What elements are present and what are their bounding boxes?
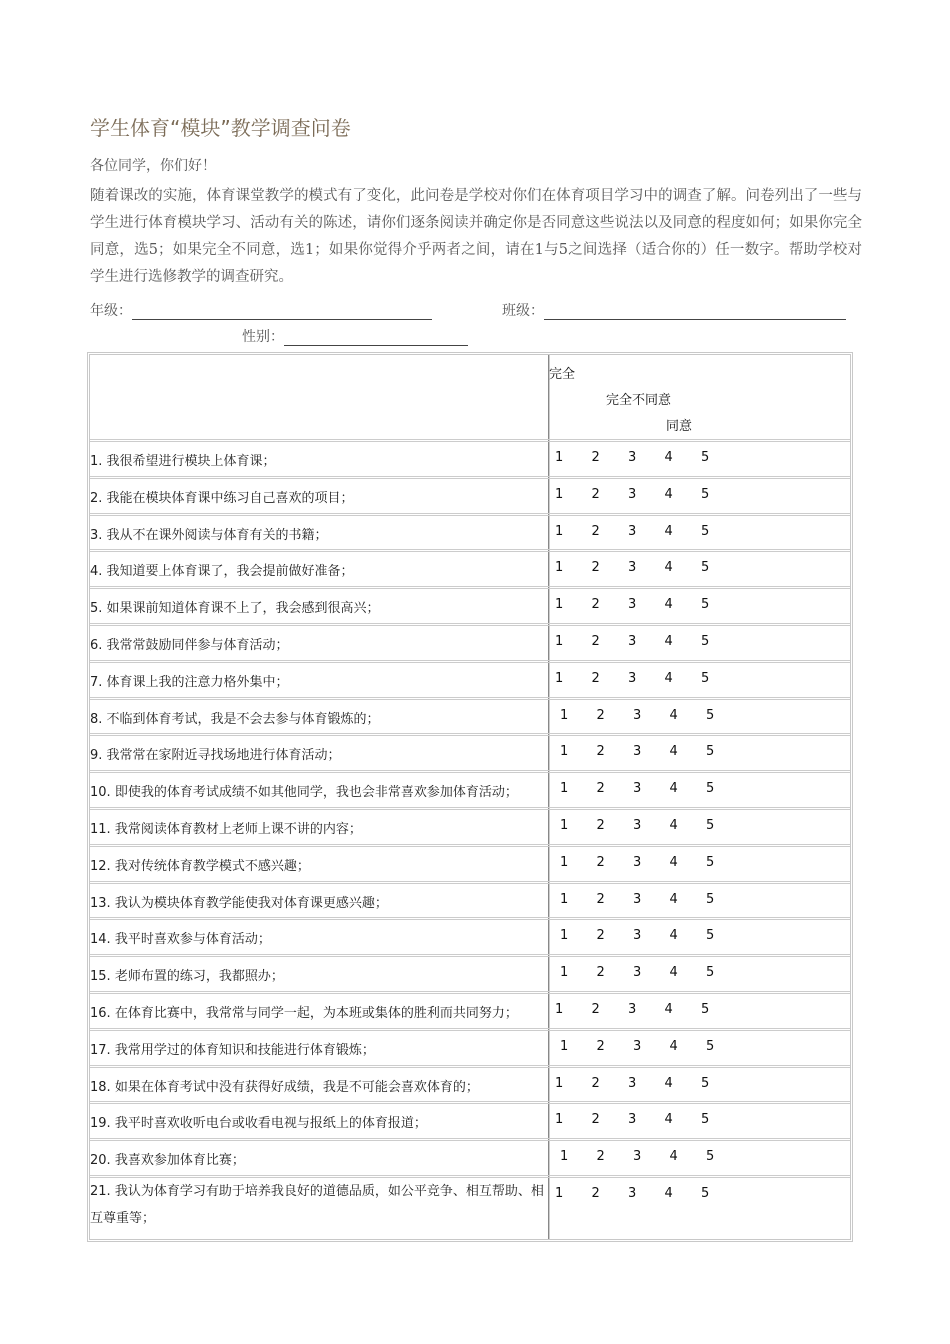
survey-item-row bbox=[90, 810, 850, 847]
survey-item-statement bbox=[90, 744, 550, 763]
rating-option-4[interactable]: 4 bbox=[664, 1112, 673, 1128]
rating-option-1[interactable]: 1 bbox=[555, 670, 564, 686]
rating-option-2[interactable]: 2 bbox=[591, 560, 600, 576]
rating-option-2[interactable]: 2 bbox=[591, 1186, 600, 1201]
rating-option-3[interactable]: 3 bbox=[633, 965, 642, 981]
survey-item-statement bbox=[90, 1149, 550, 1168]
rating-option-5[interactable]: 5 bbox=[701, 523, 710, 539]
rating-option-2[interactable]: 2 bbox=[596, 891, 605, 907]
rating-option-3[interactable]: 3 bbox=[633, 744, 642, 760]
survey-item-row bbox=[90, 700, 850, 737]
header-line-1: 完全 bbox=[549, 367, 576, 382]
survey-item-row bbox=[90, 663, 850, 700]
rating-option-5[interactable]: 5 bbox=[701, 560, 710, 576]
rating-option-1[interactable]: 1 bbox=[560, 707, 569, 723]
survey-item-row bbox=[90, 884, 850, 921]
rating-option-4[interactable]: 4 bbox=[669, 1038, 678, 1054]
gender-input-line[interactable] bbox=[284, 331, 468, 346]
rating-option-4[interactable]: 4 bbox=[669, 965, 678, 981]
survey-item-statement bbox=[90, 1112, 550, 1131]
rating-option-2[interactable]: 2 bbox=[596, 744, 605, 760]
rating-scale bbox=[555, 597, 738, 612]
rating-option-1[interactable]: 1 bbox=[560, 854, 569, 870]
rating-option-4[interactable]: 4 bbox=[669, 854, 678, 870]
rating-option-5[interactable]: 5 bbox=[701, 670, 710, 686]
rating-option-3[interactable]: 3 bbox=[628, 1112, 637, 1128]
survey-item-statement bbox=[90, 892, 550, 911]
rating-option-1[interactable]: 1 bbox=[555, 486, 564, 502]
rating-option-3[interactable]: 3 bbox=[628, 1186, 637, 1201]
rating-scale bbox=[555, 450, 738, 465]
rating-option-5[interactable]: 5 bbox=[701, 1112, 710, 1128]
rating-option-2[interactable]: 2 bbox=[596, 707, 605, 723]
rating-option-4[interactable]: 4 bbox=[664, 597, 673, 613]
rating-option-4[interactable]: 4 bbox=[669, 818, 678, 833]
item-number: 10. bbox=[90, 785, 111, 801]
rating-option-5[interactable]: 5 bbox=[706, 1149, 715, 1165]
survey-item-statement bbox=[90, 671, 550, 690]
item-text: 我常阅读体育教材上老师上课不讲的内容； bbox=[114, 822, 362, 837]
item-number: 21. bbox=[90, 1184, 111, 1199]
rating-option-1[interactable]: 1 bbox=[555, 1186, 564, 1201]
item-number: 18. bbox=[90, 1079, 111, 1095]
rating-option-4[interactable]: 4 bbox=[669, 707, 678, 723]
rating-option-1[interactable]: 1 bbox=[560, 965, 569, 981]
rating-option-2[interactable]: 2 bbox=[591, 523, 600, 539]
rating-option-3[interactable]: 3 bbox=[628, 523, 637, 539]
item-text: 我常常在家附近寻找场地进行体育活动； bbox=[106, 748, 341, 764]
rating-option-1[interactable]: 1 bbox=[555, 1075, 564, 1091]
rating-option-2[interactable]: 2 bbox=[591, 1112, 600, 1128]
rating-scale bbox=[555, 524, 738, 539]
rating-option-5[interactable]: 5 bbox=[701, 634, 710, 649]
item-text: 我常常鼓励同伴参与体育活动； bbox=[106, 638, 289, 653]
survey-item-statement bbox=[90, 524, 550, 543]
page-title: 学生体育“模块”教学调查问卷 bbox=[90, 116, 351, 140]
rating-option-1[interactable]: 1 bbox=[560, 891, 569, 907]
intro-paragraph: 随着课改的实施，体育课堂教学的模式有了变化，此问卷是学校对你们在体育项目学习中的调查了解。问卷列出了一些与学生进行体育模块学习、活动有关的陈述，请你们逐条阅读并确定你是否同意这些说法以及同意的程度如何；如果你完全同意，选5；如果完全不同意，选1；如果你觉得介乎两者之间，请在1与5之间选择（适合你的）任一数字。帮助学校对学生进行选修教学的调查研究。 bbox=[90, 188, 862, 285]
rating-option-5[interactable]: 5 bbox=[706, 1038, 715, 1054]
survey-item-row bbox=[90, 442, 850, 479]
survey-item-row bbox=[90, 1031, 850, 1068]
gender-label: 性别： bbox=[242, 329, 284, 345]
item-text: 我常用学过的体育知识和技能进行体育锻炼； bbox=[114, 1042, 375, 1058]
item-text: 我喜欢参加体育比赛； bbox=[114, 1153, 245, 1169]
item-number: 16. bbox=[90, 1006, 111, 1021]
rating-option-2[interactable]: 2 bbox=[591, 486, 600, 502]
rating-option-4[interactable]: 4 bbox=[669, 781, 678, 797]
item-text: 不临到体育考试，我是不会去参与体育锻炼的； bbox=[106, 711, 380, 727]
survey-item-statement bbox=[90, 560, 550, 579]
rating-option-1[interactable]: 1 bbox=[555, 597, 564, 613]
item-number: 5. bbox=[90, 601, 103, 617]
rating-option-3[interactable]: 3 bbox=[628, 597, 637, 613]
rating-option-5[interactable]: 5 bbox=[706, 928, 715, 944]
rating-option-2[interactable]: 2 bbox=[596, 781, 605, 797]
rating-option-4[interactable]: 4 bbox=[664, 1186, 673, 1201]
rating-option-5[interactable]: 5 bbox=[706, 891, 715, 907]
rating-option-3[interactable]: 3 bbox=[633, 781, 642, 797]
survey-item-row bbox=[90, 626, 850, 663]
rating-option-3[interactable]: 3 bbox=[628, 1075, 637, 1091]
survey-item-statement bbox=[90, 450, 550, 469]
rating-option-2[interactable]: 2 bbox=[591, 1002, 600, 1017]
rating-option-4[interactable]: 4 bbox=[664, 450, 673, 465]
rating-option-3[interactable]: 3 bbox=[628, 1002, 637, 1017]
rating-option-5[interactable]: 5 bbox=[706, 818, 715, 833]
survey-item-statement bbox=[90, 928, 550, 947]
survey-item-row bbox=[90, 994, 850, 1031]
rating-option-3[interactable]: 3 bbox=[633, 1149, 642, 1165]
item-text: 我知道要上体育课了，我会提前做好准备； bbox=[106, 564, 354, 580]
item-text: 我对传统体育教学模式不感兴趣； bbox=[114, 858, 310, 874]
rating-scale bbox=[560, 965, 743, 980]
rating-option-4[interactable]: 4 bbox=[669, 744, 678, 760]
rating-option-2[interactable]: 2 bbox=[596, 818, 605, 833]
rating-scale bbox=[560, 744, 743, 759]
rating-option-5[interactable]: 5 bbox=[701, 1075, 710, 1091]
rating-option-3[interactable]: 3 bbox=[628, 450, 637, 465]
rating-option-4[interactable]: 4 bbox=[664, 560, 673, 576]
rating-option-3[interactable]: 3 bbox=[628, 486, 637, 502]
rating-option-1[interactable]: 1 bbox=[560, 1038, 569, 1054]
rating-option-1[interactable]: 1 bbox=[555, 634, 564, 649]
survey-item-statement bbox=[90, 487, 550, 506]
rating-option-1[interactable]: 1 bbox=[555, 523, 564, 539]
rating-option-3[interactable]: 3 bbox=[633, 891, 642, 907]
survey-item-statement bbox=[90, 1002, 550, 1021]
survey-table bbox=[87, 352, 853, 1242]
survey-item-row bbox=[90, 847, 850, 884]
rating-option-2[interactable]: 2 bbox=[591, 1075, 600, 1091]
item-text: 我能在模块体育课中练习自己喜欢的项目； bbox=[106, 490, 354, 506]
rating-option-4[interactable]: 4 bbox=[664, 634, 673, 649]
rating-option-1[interactable]: 1 bbox=[555, 1002, 564, 1017]
item-number: 4. bbox=[90, 564, 103, 580]
rating-option-4[interactable]: 4 bbox=[664, 670, 673, 686]
item-number: 7. bbox=[90, 674, 103, 690]
item-number: 9. bbox=[90, 748, 103, 764]
survey-item-row bbox=[90, 479, 850, 516]
rating-option-2[interactable]: 2 bbox=[596, 1149, 605, 1165]
rating-scale bbox=[560, 1039, 743, 1054]
rating-option-5[interactable]: 5 bbox=[706, 854, 715, 870]
rating-scale bbox=[555, 671, 738, 686]
rating-option-5[interactable]: 5 bbox=[701, 486, 710, 502]
rating-option-2[interactable]: 2 bbox=[591, 670, 600, 686]
rating-option-2[interactable]: 2 bbox=[591, 634, 600, 649]
grade-label: 年级： bbox=[90, 303, 132, 319]
rating-option-4[interactable]: 4 bbox=[669, 1149, 678, 1165]
rating-option-3[interactable]: 3 bbox=[633, 928, 642, 944]
rating-option-1[interactable]: 1 bbox=[560, 928, 569, 944]
rating-option-5[interactable]: 5 bbox=[701, 597, 710, 613]
item-number: 13. bbox=[90, 895, 111, 911]
gender-field bbox=[242, 326, 468, 346]
survey-item-statement bbox=[90, 708, 550, 727]
rating-option-5[interactable]: 5 bbox=[706, 707, 715, 723]
survey-item-row bbox=[90, 736, 850, 773]
item-text: 我平时喜欢参与体育活动； bbox=[114, 932, 271, 948]
item-number: 20. bbox=[90, 1153, 111, 1169]
rating-option-5[interactable]: 5 bbox=[706, 744, 715, 760]
rating-option-3[interactable]: 3 bbox=[633, 1038, 642, 1054]
rating-option-5[interactable]: 5 bbox=[701, 1186, 710, 1201]
item-number: 17. bbox=[90, 1042, 111, 1058]
item-number: 12. bbox=[90, 858, 111, 874]
rating-option-1[interactable]: 1 bbox=[560, 818, 569, 833]
survey-item-statement bbox=[90, 965, 550, 984]
item-text: 我认为模块体育教学能使我对体育课更感兴趣； bbox=[114, 895, 388, 911]
rating-option-2[interactable]: 2 bbox=[591, 597, 600, 613]
item-number: 19. bbox=[90, 1116, 111, 1132]
rating-option-5[interactable]: 5 bbox=[701, 1002, 710, 1017]
survey-item-statement bbox=[90, 1039, 550, 1058]
rating-scale bbox=[560, 892, 743, 907]
rating-scale bbox=[555, 560, 738, 575]
class-label: 班级： bbox=[502, 303, 544, 319]
rating-scale bbox=[555, 1112, 738, 1127]
rating-scale bbox=[555, 634, 738, 649]
item-text: 我很希望进行模块上体育课； bbox=[106, 454, 276, 469]
rating-scale bbox=[555, 487, 738, 502]
header-line-2: 完全不同意 bbox=[606, 393, 672, 408]
rating-scale bbox=[560, 781, 743, 796]
item-text: 我平时喜欢收听电台或收看电视与报纸上的体育报道； bbox=[114, 1116, 427, 1132]
header-line-3: 同意 bbox=[666, 419, 693, 434]
rating-option-5[interactable]: 5 bbox=[706, 781, 715, 797]
item-text: 即使我的体育考试成绩不如其他同学，我也会非常喜欢参加体育活动； bbox=[114, 785, 518, 801]
item-number: 2. bbox=[90, 490, 103, 506]
rating-option-1[interactable]: 1 bbox=[560, 1149, 569, 1165]
survey-item-row bbox=[90, 589, 850, 626]
rating-option-2[interactable]: 2 bbox=[596, 1038, 605, 1054]
item-number: 11. bbox=[90, 822, 111, 837]
rating-scale bbox=[555, 1076, 738, 1091]
rating-option-4[interactable]: 4 bbox=[669, 928, 678, 944]
item-text: 我认为体育学习有助于培养我良好的道德品质，如公平竞争、相互帮助、相互尊重等； bbox=[90, 1184, 544, 1226]
rating-option-3[interactable]: 3 bbox=[628, 670, 637, 686]
rating-option-3[interactable]: 3 bbox=[633, 854, 642, 870]
rating-option-1[interactable]: 1 bbox=[560, 781, 569, 797]
rating-option-4[interactable]: 4 bbox=[664, 1075, 673, 1091]
item-text: 在体育比赛中，我常常与同学一起，为本班或集体的胜利而共同努力； bbox=[114, 1006, 518, 1021]
rating-scale bbox=[555, 1002, 738, 1017]
rating-option-3[interactable]: 3 bbox=[633, 818, 642, 833]
rating-scale bbox=[555, 1186, 738, 1201]
survey-item-row bbox=[90, 552, 850, 589]
rating-scale bbox=[560, 855, 743, 870]
grade-input-line[interactable] bbox=[132, 305, 432, 320]
rating-option-1[interactable]: 1 bbox=[555, 560, 564, 576]
item-text: 如果课前知道体育课不上了，我会感到很高兴； bbox=[106, 601, 380, 617]
item-text: 体育课上我的注意力格外集中； bbox=[106, 674, 289, 690]
rating-option-4[interactable]: 4 bbox=[664, 523, 673, 539]
rating-scale bbox=[560, 708, 743, 723]
rating-scale bbox=[560, 818, 743, 833]
survey-item-row bbox=[90, 957, 850, 994]
item-text: 老师布置的练习，我都照办； bbox=[114, 969, 284, 985]
rating-option-1[interactable]: 1 bbox=[555, 450, 564, 465]
rating-option-2[interactable]: 2 bbox=[596, 965, 605, 981]
rating-option-4[interactable]: 4 bbox=[669, 891, 678, 907]
survey-item-row bbox=[90, 1104, 850, 1141]
rating-option-2[interactable]: 2 bbox=[591, 450, 600, 465]
survey-item-row bbox=[90, 1178, 850, 1226]
survey-item-row bbox=[90, 1141, 850, 1178]
rating-option-5[interactable]: 5 bbox=[706, 965, 715, 981]
item-text: 我从不在课外阅读与体育有关的书籍； bbox=[106, 527, 328, 543]
item-number: 14. bbox=[90, 932, 111, 948]
survey-item-row bbox=[90, 1068, 850, 1105]
class-input-line[interactable] bbox=[544, 305, 846, 320]
survey-item-statement bbox=[90, 597, 550, 616]
rating-option-3[interactable]: 3 bbox=[628, 560, 637, 576]
survey-item-row bbox=[90, 516, 850, 553]
rating-option-3[interactable]: 3 bbox=[628, 634, 637, 649]
class-field bbox=[502, 300, 846, 320]
survey-item-statement bbox=[90, 855, 550, 874]
rating-option-3[interactable]: 3 bbox=[633, 707, 642, 723]
survey-item-row bbox=[90, 920, 850, 957]
rating-option-2[interactable]: 2 bbox=[596, 928, 605, 944]
survey-item-statement bbox=[90, 818, 550, 837]
survey-item-statement bbox=[90, 634, 550, 653]
greeting: 各位同学，你们好！ bbox=[90, 158, 216, 174]
survey-item-statement bbox=[90, 1178, 550, 1232]
item-number: 8. bbox=[90, 711, 103, 727]
rating-option-4[interactable]: 4 bbox=[664, 1002, 673, 1017]
rating-option-1[interactable]: 1 bbox=[560, 744, 569, 760]
item-number: 15. bbox=[90, 969, 111, 985]
survey-item-statement bbox=[90, 1076, 550, 1095]
grade-field bbox=[90, 300, 432, 320]
rating-scale bbox=[560, 928, 743, 943]
rating-option-2[interactable]: 2 bbox=[596, 854, 605, 870]
item-number: 6. bbox=[90, 638, 103, 653]
survey-item-row bbox=[90, 773, 850, 810]
rating-option-5[interactable]: 5 bbox=[701, 450, 710, 465]
item-number: 3. bbox=[90, 527, 103, 543]
rating-option-1[interactable]: 1 bbox=[555, 1112, 564, 1128]
rating-scale bbox=[560, 1149, 743, 1164]
rating-option-4[interactable]: 4 bbox=[664, 486, 673, 502]
item-text: 如果在体育考试中没有获得好成绩，我是不可能会喜欢体育的； bbox=[114, 1079, 479, 1095]
item-number: 1. bbox=[90, 454, 103, 469]
survey-item-statement bbox=[90, 781, 550, 800]
